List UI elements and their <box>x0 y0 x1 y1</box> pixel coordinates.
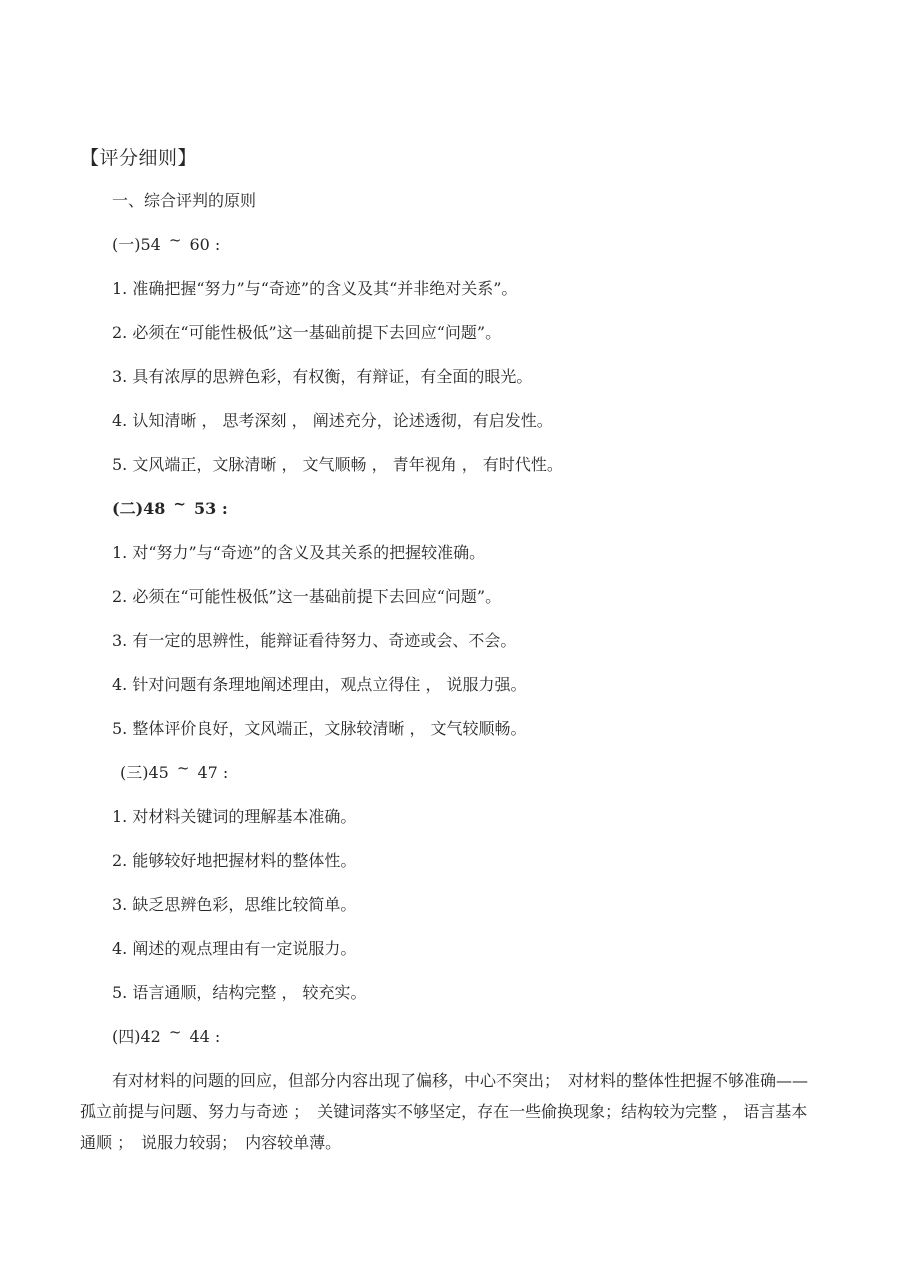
band-1-range-end: 60 : <box>189 235 221 254</box>
band-4-heading <box>80 1023 870 1047</box>
band-1-heading <box>80 231 870 255</box>
principles-heading: 一、综合评判的原则 <box>112 191 257 210</box>
band-1-item-5: 5. 文风端正，文脉清晰 ， 文气顺畅 ， 青年视角 ， 有时代性。 <box>112 455 563 474</box>
band-3-item-2: 2. 能够较好地把握材料的整体性。 <box>112 851 357 870</box>
band-3-range-end: 47 : <box>197 763 229 782</box>
band-3-item-1: 1. 对材料关键词的理解基本准确。 <box>112 807 357 826</box>
band-1-item-3: 3. 具有浓厚的思辨色彩，有权衡，有辩证，有全面的眼光。 <box>112 367 533 386</box>
band-4-paragraph-line-2: 孤立前提与问题、努力与奇迹 ； 关键词落实不够坚定，存在一些偷换现象；结构较为完整 ， 语言基本 <box>80 1102 808 1121</box>
range-tilde: ~ <box>168 231 182 249</box>
band-2-item-2: 2. 必须在“可能性极低”这一基础前提下去回应“问题”。 <box>112 587 502 606</box>
band-4-paragraph-line-1: 有对材料的问题的回应，但部分内容出现了偏移，中心不突出； 对材料的整体性把握不够准确—— <box>112 1071 809 1090</box>
band-2-item-1: 1. 对“努力”与“奇迹”的含义及其关系的把握较准确。 <box>112 543 486 562</box>
band-1-item-4: 4. 认知清晰 ， 思考深刻 ， 阐述充分，论述透彻，有启发性。 <box>112 411 553 430</box>
band-2-item-3: 3. 有一定的思辨性，能辩证看待努力、奇迹或会、不会。 <box>112 631 517 650</box>
band-2-heading <box>80 495 870 519</box>
band-3-item-3: 3. 缺乏思辨色彩，思维比较简单。 <box>112 895 357 914</box>
band-2-item-5: 5. 整体评价良好，文风端正，文脉较清晰 ， 文气较顺畅。 <box>112 719 527 738</box>
band-1-range-start: (一)54 <box>112 235 161 254</box>
band-4-range-end: 44 : <box>189 1027 221 1046</box>
band-3-range-start: (三)45 <box>120 763 169 782</box>
band-2-range-start: (二)48 <box>112 499 166 518</box>
band-1-item-2: 2. 必须在“可能性极低”这一基础前提下去回应“问题”。 <box>112 323 502 342</box>
range-tilde: ~ <box>168 1023 182 1041</box>
band-2-range-end: 53 : <box>194 499 228 518</box>
band-2-item-4: 4. 针对问题有条理地阐述理由，观点立得住 ， 说服力强。 <box>112 675 527 694</box>
band-4-range-start: (四)42 <box>112 1027 161 1046</box>
range-tilde: ~ <box>176 759 190 777</box>
band-3-heading <box>80 759 870 783</box>
band-4-paragraph <box>80 1071 870 1153</box>
band-1-item-1: 1. 准确把握“努力”与“奇迹”的含义及其“并非绝对关系”。 <box>112 279 518 298</box>
band-3-item-5: 5. 语言通顺，结构完整 ， 较充实。 <box>112 983 367 1002</box>
band-3-item-4: 4. 阐述的观点理由有一定说服力。 <box>112 939 357 958</box>
page-title: 【评分细则】 <box>80 147 198 169</box>
band-4-paragraph-line-3: 通顺 ； 说服力较弱； 内容较单薄。 <box>80 1133 342 1152</box>
range-tilde: ~ <box>173 495 186 513</box>
